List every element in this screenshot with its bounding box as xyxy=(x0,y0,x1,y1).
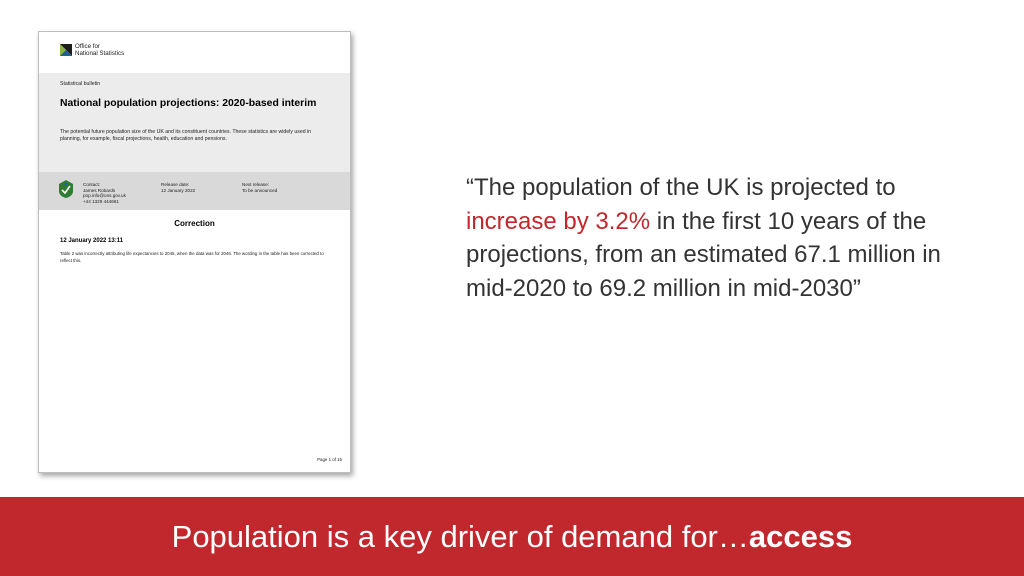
document-summary: The potential future population size of the UK and its constituent countries. These statistics are widely used in planning, for example, fiscal projections, health, education and pensions. xyxy=(60,129,312,142)
document-title: National population projections: 2020-based interim xyxy=(60,98,317,109)
quote-text-end: in the first 10 years of the projections, from an estimated 67.1 million in mid-2020 to 69.2 million in mid-2030” xyxy=(466,207,941,302)
banner-emphasis: access xyxy=(748,518,853,554)
national-statistics-badge-icon xyxy=(57,179,75,199)
ons-logo-icon xyxy=(60,44,72,56)
next-release-label: Next release: xyxy=(242,182,270,187)
pull-quote xyxy=(466,171,966,305)
contact-phone: +44 1329 444661 xyxy=(83,198,119,204)
banner-text xyxy=(172,519,853,555)
correction-date: 12 January 2022 13:11 xyxy=(60,238,124,244)
document-thumbnail xyxy=(38,31,351,473)
contact-label: Contact: xyxy=(83,182,101,187)
correction-heading: Correction xyxy=(174,219,215,228)
ons-logo xyxy=(60,44,124,57)
contact-strip xyxy=(39,172,350,210)
logo-line-2: National Statistics xyxy=(75,49,125,57)
next-release-value: To be announced xyxy=(242,187,278,193)
next-release-column xyxy=(242,182,277,193)
correction-text: Table 2 was incorrectly attributing life expectancies to 2045, when the data was for 2046. The wording in the table has been corrected to reflect this. xyxy=(60,251,324,263)
release-date: 12 January 2022 xyxy=(161,187,196,193)
contact-name: James Robards xyxy=(83,187,116,193)
contact-email: pop.info@ons.gov.uk xyxy=(83,193,126,199)
page-number: Page 1 of 15 xyxy=(317,457,342,462)
footer-banner xyxy=(0,497,1024,576)
contact-column xyxy=(83,182,126,204)
logo-line-1: Office for xyxy=(75,43,100,50)
banner-lead: Population is a key driver of demand for… xyxy=(171,518,749,554)
quote-text-start: “The population of the UK is projected to xyxy=(466,174,896,201)
quote-highlight: increase by 3.2% xyxy=(466,207,651,235)
release-label: Release date: xyxy=(161,182,190,187)
bulletin-label: Statistical bulletin xyxy=(60,81,101,87)
release-column xyxy=(161,182,195,193)
